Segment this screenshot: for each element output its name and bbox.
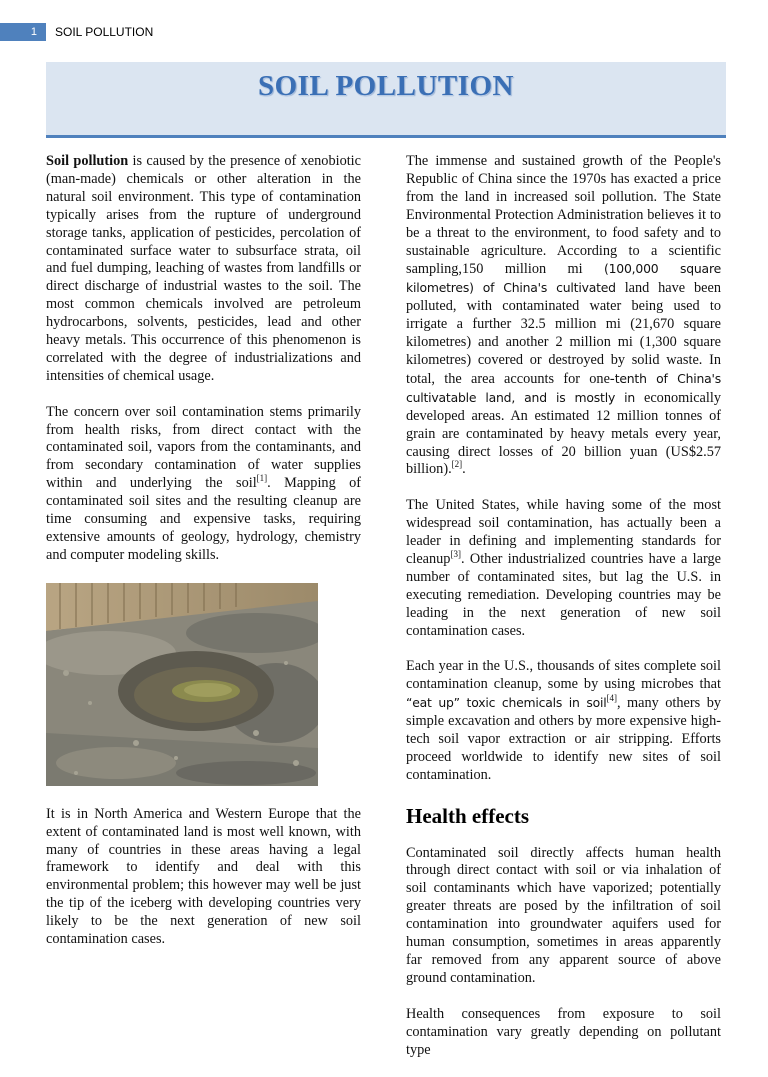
- reference-link-1[interactable]: [1]: [256, 473, 268, 484]
- intro-paragraph: [46, 153, 361, 386]
- reference-link-4[interactable]: [4]: [606, 693, 617, 704]
- cleanup-text-b: , many others by simple excavation and others by more expensive high-tech soil vapor extraction or air stripping. Efforts proceed worldwide to identify new sites of soil contamination.: [406, 695, 722, 783]
- health-effects-heading: Health effects: [406, 803, 530, 828]
- intro-term: Soil pollution: [46, 153, 129, 169]
- united-states-paragraph: [406, 497, 721, 640]
- china-paragraph: [406, 153, 721, 479]
- concern-text-a: The concern over soil contamination stems primarily from health risks, from direct contact with the contaminated soil, vapors from the contaminants, and from secondary contamination of water supplies within and underlying the soil: [46, 403, 361, 492]
- cleanup-text-mono: “eat up” toxic chemicals in soil: [406, 695, 607, 711]
- us-text-a: The United States, while having some of the most widespread soil contamination, has actually been a leader in defining and implementing standards for cleanup: [406, 497, 721, 567]
- china-text-mono2: tenth of China's cultivatable land, and is mostly in: [406, 370, 721, 405]
- china-text-b: land have been polluted, with contaminated water being used to irrigate a further 32.5 million mi (21,670 square kilometres) and another 2 million mi (1,300 square kilometres) covered or destroyed by solid waste. In total, the area accounts for one-: [406, 280, 721, 387]
- page-number: 1: [30, 26, 37, 38]
- title-underline: [46, 135, 726, 138]
- running-header-title: SOIL POLLUTION: [55, 25, 154, 39]
- cleanup-paragraph: [406, 658, 721, 784]
- china-text-end: .: [462, 461, 466, 478]
- reference-link-2[interactable]: [2]: [451, 459, 463, 470]
- china-text-c: economically developed areas. An estimated 12 million tonnes of grain are contaminated by heavy metals every year, causing direct losses of 20 billion yuan (US$2.57 billion).: [406, 389, 721, 478]
- us-text-b: . Other industrialized countries have a large number of contaminated sites, but lag the U.S. in executing remediation. Developing countries may be leading in the next generation of new soil contamination cases.: [406, 550, 721, 639]
- china-text-a: The immense and sustained growth of the People's Republic of China since the 1970s has exacted a price from the land in increased soil pollution. The State Environmental Protection Administration believes it to be a threat to the environment, to food safety and to sustainable agriculture. According to a scientific sampling,150 million mi: [406, 153, 721, 278]
- reference-link-3[interactable]: [3]: [450, 549, 461, 560]
- excavation-photo: [46, 583, 318, 786]
- concern-paragraph: [46, 404, 361, 565]
- page-title: SOIL POLLUTION: [258, 70, 514, 102]
- north-america-paragraph: It is in North America and Western Europe that the extent of contaminated land is most well known, with many of countries in these areas having a legal framework to identify and deal with this environmental problem; this however may well be just the tip of the iceberg with developing countries very likely to be the next generation of new soil contamination cases.: [46, 805, 361, 948]
- left-column: [46, 153, 361, 967]
- health-consequences-paragraph: Health consequences from exposure to soil contamination vary greatly depending on pollutant type: [406, 1005, 721, 1058]
- concern-text-b: . Mapping of contaminated soil sites and the resulting cleanup are time consuming and expensive tasks, requiring extensive amounts of geology, hydrology, chemistry and computer modeling skills.: [46, 475, 361, 563]
- china-text-mono1: (100,000 square kilometres) of China's cultivated: [406, 261, 721, 296]
- intro-text: is caused by the presence of xenobiotic (man-made) chemicals or other alteration in the natural soil environment. This type of contamination typically arises from the rupture of underground storage tanks, application of pesticides, percolation of contaminated surface water to subsurface strata, oil and fuel dumping, leaching of wastes from landfills or direct discharge of industrial wastes to the soil. The most common chemicals involved are petroleum hydrocarbons, solvents, pesticides, lead and other heavy metals. This occurrence of this phenomenon is correlated with the degree of industrializations and intensities of chemical usage.: [46, 153, 362, 384]
- title-banner: [46, 62, 726, 138]
- cleanup-text-a: Each year in the U.S., thousands of sites complete soil contamination cleanup, some by using microbes that: [406, 658, 721, 693]
- right-column: [406, 153, 721, 1077]
- health-paragraph: Contaminated soil directly affects human health through direct contact with soil or via inhalation of soil contaminants which have vaporized; potentially greater threats are posed by the infiltration of soil contamination into groundwater aquifers used for human consumption, sometimes in areas apparently far removed from any apparent source of above ground contamination.: [406, 844, 721, 986]
